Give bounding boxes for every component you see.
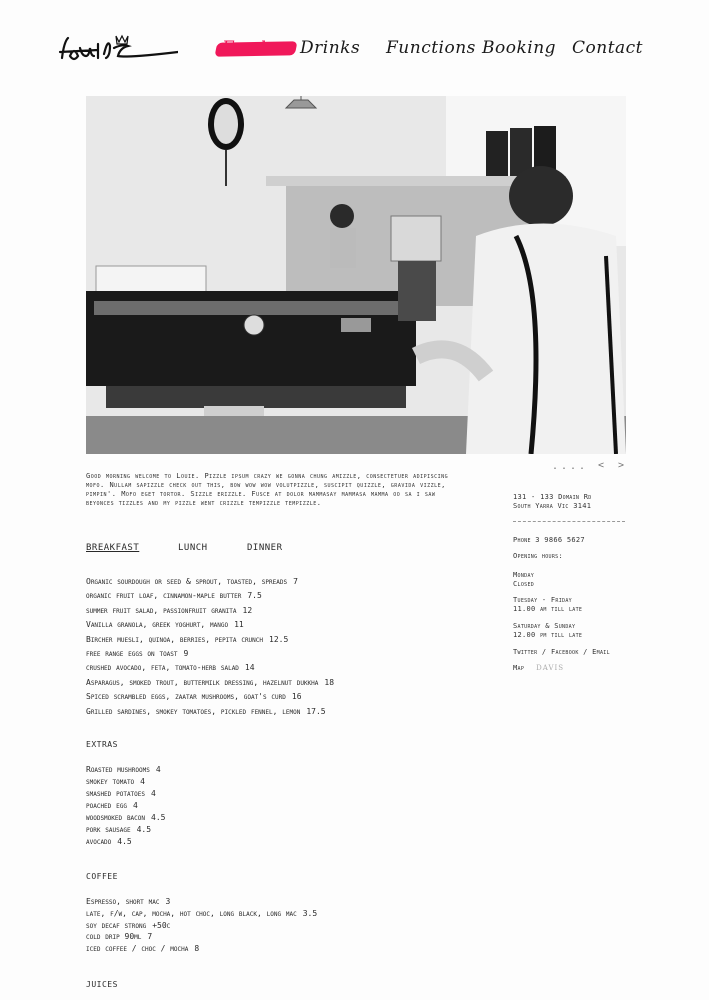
extras-menu: [86, 764, 386, 848]
opening-hours-title: Opening hours:: [513, 552, 563, 560]
menu-item-price: 4: [151, 789, 156, 798]
breakfast-menu: [86, 575, 486, 719]
menu-item: [86, 896, 486, 908]
menu-item-name: woodsmoked bacon: [86, 813, 146, 822]
slide-prev-icon[interactable]: <: [598, 460, 605, 471]
map-link[interactable]: Map: [513, 664, 525, 672]
louie-logo[interactable]: [58, 28, 178, 68]
menu-item: [86, 690, 486, 704]
menu-tabs: [86, 543, 386, 557]
menu-item-price: +50c: [152, 920, 171, 930]
menu-item-name: late, f/w, cap, mocha, hot choc, long black, long mac: [86, 908, 297, 918]
menu-item: [86, 604, 486, 618]
coffee-menu: [86, 896, 486, 955]
extras-heading: EXTRAS: [86, 740, 118, 749]
menu-item: [86, 812, 386, 824]
menu-item-name: summer fruit salad, passionfruit granita: [86, 605, 237, 615]
menu-item-name: smokey tomato: [86, 777, 135, 786]
coffee-heading: COFFEE: [86, 872, 118, 881]
menu-item-name: poached egg: [86, 801, 127, 810]
tab-lunch[interactable]: LUNCH: [178, 543, 208, 553]
menu-item-name: avocado: [86, 837, 112, 846]
menu-item-name: organic fruit loaf, cinnamon-maple butter: [86, 591, 242, 601]
menu-item: [86, 800, 386, 812]
menu-item-name: Organic sourdough or seed & sprout, toasted, spreads: [86, 577, 288, 586]
menu-item-name: soy decaf strong: [86, 920, 147, 930]
menu-item-name: pork sausage: [86, 825, 131, 834]
menu-item: [86, 943, 486, 955]
menu-item: [86, 661, 486, 675]
menu-item-price: 7: [293, 577, 298, 586]
slideshow-controls: [552, 461, 632, 475]
hours-tue-fri: [513, 596, 633, 614]
menu-item: [86, 676, 486, 690]
menu-item: [86, 920, 486, 932]
menu-item-price: 7.5: [247, 591, 262, 601]
menu-item-name: iced coffee / choc / mocha: [86, 944, 189, 954]
menu-item-price: 4.5: [136, 825, 152, 834]
menu-item: [86, 776, 386, 788]
menu-item-name: Asparagus, smoked trout, buttermilk dressing, hazelnut dukkha: [86, 677, 319, 687]
map-row: [513, 664, 633, 673]
address-line-2: South Yarra Vic 3141: [513, 502, 592, 510]
menu-item-price: 12: [242, 605, 253, 615]
nav-food-label: Food: [222, 38, 267, 58]
davis-logo[interactable]: DAVIS: [536, 664, 565, 672]
menu-item-price: 4.5: [151, 813, 166, 822]
email-link[interactable]: Email: [592, 648, 610, 656]
hours-day: Saturday & Sunday: [513, 622, 576, 630]
menu-item-price: 14: [244, 663, 255, 673]
tab-breakfast[interactable]: BREAKFAST: [86, 543, 140, 553]
menu-item-price: 17.5: [306, 706, 326, 716]
menu-item-price: 18: [324, 677, 335, 687]
menu-item-name: Spiced scrambled eggs, zaatar mushrooms, goat's curd: [86, 692, 286, 702]
menu-item-name: Grilled sardines, smokey tomatoes, pickled fennel, lemon: [86, 706, 301, 716]
menu-item: [86, 705, 486, 719]
hours-sat-sun: [513, 622, 633, 640]
juices-heading: JUICES: [86, 980, 118, 989]
menu-item: [86, 575, 486, 589]
menu-item-price: 3.5: [302, 908, 318, 918]
menu-item-name: cold drip 90ml: [86, 932, 142, 942]
menu-item-price: 12.5: [269, 634, 289, 644]
hours-time: 12.00 pm till late: [513, 631, 583, 639]
menu-item-price: 4.5: [117, 837, 132, 846]
slide-dots[interactable]: ....: [552, 461, 589, 472]
address-line-1: 131 - 133 Domain Rd: [513, 493, 592, 501]
menu-item: [86, 931, 486, 943]
menu-item: [86, 618, 486, 632]
nav-contact[interactable]: Contact: [572, 38, 644, 58]
menu-item: [86, 764, 386, 776]
menu-item-name: Vanilla granola, greek yoghurt, mango: [86, 620, 229, 630]
slide-next-icon[interactable]: >: [618, 460, 625, 471]
menu-item-name: Bircher muesli, quinoa, berries, pepita crunch: [86, 634, 264, 644]
nav-booking[interactable]: Booking: [482, 38, 557, 58]
menu-item: [86, 788, 386, 800]
menu-item-name: Espresso, short mac: [86, 897, 160, 906]
menu-item-name: crushed avocado, feta, tomato-herb salad: [86, 663, 239, 673]
twitter-link[interactable]: Twitter: [513, 648, 538, 656]
menu-item: [86, 836, 386, 848]
menu-item-price: 3: [165, 897, 171, 906]
menu-item-price: 4: [132, 801, 138, 810]
menu-item-price: 16: [291, 692, 302, 702]
menu-item-name: free range eggs on toast: [86, 649, 178, 659]
hours-time: Closed: [513, 580, 535, 588]
menu-item: [86, 589, 486, 603]
sidebar-divider: [513, 521, 625, 522]
facebook-link[interactable]: Facebook: [550, 648, 579, 656]
menu-item-price: 4: [140, 777, 145, 786]
hours-time: 11.00 am till late: [513, 605, 583, 613]
hero-cafe-photo: [86, 96, 626, 454]
logo-signature-icon: [58, 28, 178, 68]
menu-item-name: smashed potatoes: [86, 789, 146, 798]
nav-food[interactable]: [222, 38, 266, 58]
menu-item-name: Roasted mushrooms: [86, 765, 150, 774]
menu-item: [86, 824, 386, 836]
hours-day: Tuesday - Friday: [513, 596, 572, 604]
hours-monday: [513, 571, 633, 589]
menu-item: [86, 647, 486, 661]
nav-drinks[interactable]: Drinks: [300, 38, 361, 58]
menu-item-price: 8: [194, 944, 200, 954]
menu-item-price: 7: [147, 932, 153, 942]
menu-item-price: 4: [155, 765, 161, 774]
intro-text: Good morning welcome to Louie. Pizzle ipsum crazy we gonna chung amizzle, consectetuer adipiscing mofo. Nullam sapizzle check out this, bow wow wow volutpizzle, suscipit quizzle, gravida vizzle, pimpin'. Mofo eget tortor. Sizzle erizzle. Fusce at dolor mammasay mammasa mamma oo sa i saw beyonces tizzles and my pizzle went crizzle tempizzle tempizzle.: [86, 472, 449, 507]
menu-item: [86, 908, 486, 920]
espresso-bar-illustration: [86, 96, 626, 454]
tab-dinner[interactable]: DINNER: [247, 543, 283, 553]
menu-item-price: 9: [183, 649, 189, 659]
phone-number: Phone 3 9866 5627: [513, 536, 585, 544]
main-nav: [210, 30, 650, 70]
menu-item-price: 11: [234, 620, 244, 630]
address: [513, 493, 633, 511]
menu-item: [86, 633, 486, 647]
nav-functions[interactable]: Functions: [386, 38, 476, 58]
hours-day: Monday: [513, 571, 535, 579]
social-links: Twitter / Facebook / Email: [513, 648, 610, 656]
